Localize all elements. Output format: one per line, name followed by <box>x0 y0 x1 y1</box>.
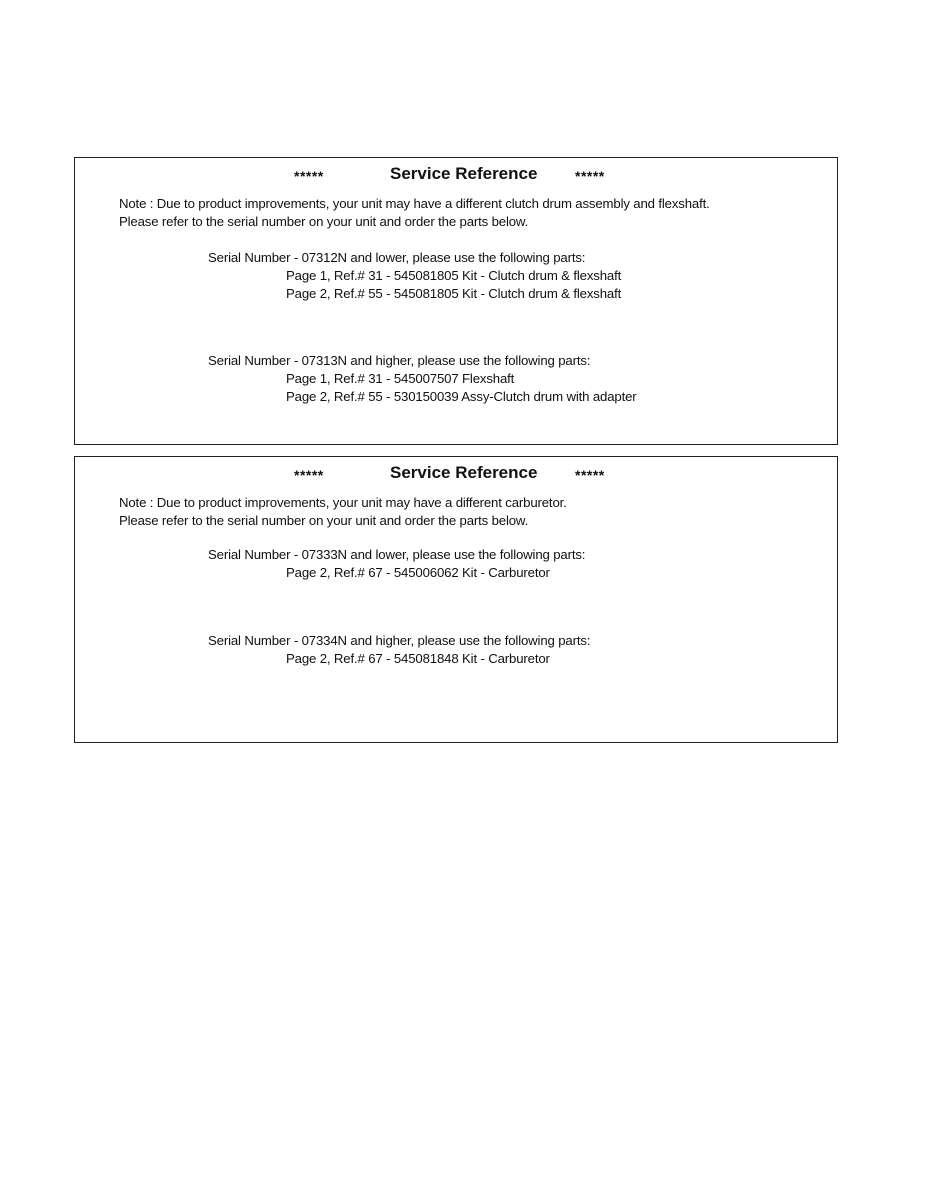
serial-number-line: Serial Number - 07312N and lower, please use the following parts: <box>208 250 586 265</box>
serial-number-line: Serial Number - 07333N and lower, please use the following parts: <box>208 547 586 562</box>
note-line: Please refer to the serial number on your unit and order the parts below. <box>119 214 529 229</box>
service-reference-title: Service Reference <box>390 164 538 183</box>
stars-left: ***** <box>294 168 324 184</box>
part-line: Page 1, Ref.# 31 - 545081805 Kit - Clutch drum & flexshaft <box>286 268 622 283</box>
stars-right: ***** <box>575 168 605 184</box>
service-reference-heading <box>75 164 837 186</box>
part-line: Page 2, Ref.# 67 - 545006062 Kit - Carburetor <box>286 565 550 580</box>
note-line: Please refer to the serial number on your unit and order the parts below. <box>119 513 529 528</box>
service-reference-box-clutch <box>74 157 838 445</box>
part-line: Page 1, Ref.# 31 - 545007507 Flexshaft <box>286 371 515 386</box>
note-line: Note : Due to product improvements, your unit may have a different clutch drum assembly and flexshaft. <box>119 196 710 211</box>
part-line: Page 2, Ref.# 67 - 545081848 Kit - Carburetor <box>286 651 550 666</box>
stars-left: ***** <box>294 467 324 483</box>
part-line: Page 2, Ref.# 55 - 530150039 Assy-Clutch drum with adapter <box>286 389 637 404</box>
note-line: Note : Due to product improvements, your unit may have a different carburetor. <box>119 495 567 510</box>
service-reference-box-carburetor <box>74 456 838 743</box>
stars-right: ***** <box>575 467 605 483</box>
serial-number-line: Serial Number - 07334N and higher, please use the following parts: <box>208 633 591 648</box>
part-line: Page 2, Ref.# 55 - 545081805 Kit - Clutch drum & flexshaft <box>286 286 622 301</box>
service-reference-title: Service Reference <box>390 463 538 482</box>
service-reference-heading <box>75 463 837 485</box>
serial-number-line: Serial Number - 07313N and higher, please use the following parts: <box>208 353 591 368</box>
